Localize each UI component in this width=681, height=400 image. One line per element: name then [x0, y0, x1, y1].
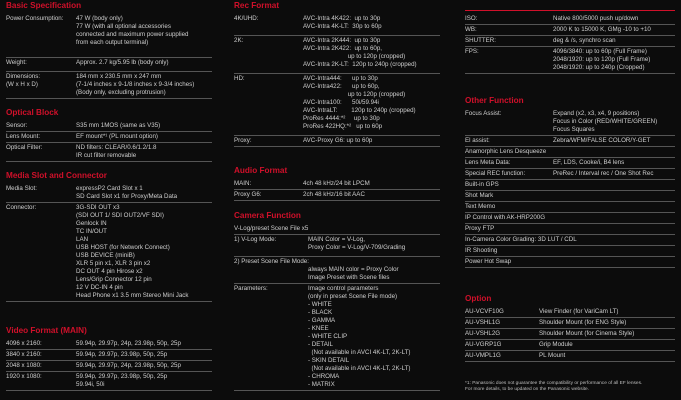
spec-label: [6, 204, 76, 300]
spec-value-line: AVC-Intra 4K422: up to 30p: [303, 15, 381, 22]
spec-label: [234, 37, 303, 69]
spec-value-line: AVC-Intra 4K-LT: 30p to 60p: [303, 23, 382, 30]
spec-value-line: LAN: [76, 236, 89, 243]
table-basic: [6, 14, 212, 99]
spec-value: [553, 26, 675, 34]
spec-row: [465, 307, 675, 318]
spec-row: [465, 246, 675, 257]
spec-label-text: Shot Mark: [465, 192, 494, 199]
spec-label-text: ISO:: [465, 15, 478, 22]
spec-value-line: 47 W (body only): [76, 15, 123, 22]
spec-value: [545, 214, 675, 222]
spec-label-text: Built-in GPS: [465, 181, 499, 188]
spec-row: [234, 235, 440, 257]
spec-value-line: Grip Module: [539, 341, 573, 348]
spec-label: [6, 340, 76, 348]
spec-value-line: (SDI OUT 1/ SDI OUT2/VF SDI): [76, 212, 164, 219]
spec-label: [6, 122, 76, 130]
footnote-line: *1: Panasonic does not guarantee the compatibility or performance of all EF lenses.: [465, 381, 643, 386]
spec-value: [553, 110, 675, 134]
spec-value: [497, 247, 675, 255]
spec-label-text: Parameters:: [234, 285, 268, 292]
spec-label-text: AU-VSHL2G: [465, 330, 501, 337]
spec-value-line: 2ch 48 kHz/16 bit AAC: [303, 191, 365, 198]
spec-label-text: Power Hot Swap: [465, 258, 512, 265]
spec-label-text: 1920 x 1080:: [6, 373, 42, 380]
spec-value-line: 184 mm x 230.5 mm x 247 mm: [76, 73, 162, 80]
spec-label-text: 2K:: [234, 37, 244, 44]
spec-label: [465, 181, 499, 189]
spec-value-line: (Body only, excluding protrusion): [76, 89, 166, 96]
spec-row: [234, 136, 440, 147]
table-audio: [234, 179, 440, 201]
spec-row: [234, 224, 440, 235]
spec-value-line: Shoulder Mount (for Cinema Style): [539, 330, 635, 337]
table-settings: [465, 14, 675, 74]
spec-label-text: (W x H x D): [6, 81, 38, 88]
spec-label: [234, 191, 303, 199]
spec-value-line: AVC-Intra 2K-LT: 120p to 240p (cropped): [303, 61, 417, 68]
spec-label: [234, 15, 303, 31]
spec-row: [465, 14, 675, 25]
spec-value-line: IR cut filter removable: [76, 152, 137, 159]
spec-value-line: PL Mount: [539, 352, 566, 359]
spec-label: [234, 258, 308, 282]
spec-value: [539, 308, 675, 316]
spec-label: [465, 203, 495, 211]
spec-value-line: connected and maximum power supplied: [76, 31, 189, 38]
spec-value-line: always MAIN color = Proxy Color: [308, 266, 399, 273]
spec-value-line: [308, 258, 440, 266]
spec-value-line: - SKIN DETAIL: [308, 357, 350, 364]
spec-row: [465, 235, 675, 246]
spec-row: [6, 361, 212, 372]
spec-value: [303, 15, 440, 31]
spec-value-line: Approx. 2.7 kg/5.95 lb (body only): [76, 59, 169, 66]
spec-label-text: Proxy FTP: [465, 225, 495, 232]
spec-row: [234, 190, 440, 201]
spec-value-line: Focus in Color (RED/WHITE/GREEN): [553, 118, 658, 125]
spec-label-text: Optical Filter:: [6, 144, 43, 151]
spec-value: [553, 48, 675, 72]
spec-label: [465, 110, 553, 134]
spec-label: [234, 285, 308, 389]
spec-value-line: - GAMMA: [308, 317, 336, 324]
spec-label: [465, 159, 553, 167]
spec-label: [465, 330, 539, 338]
spec-label: [234, 75, 303, 131]
table-optical: [6, 121, 212, 162]
spec-label-text: In-Camera Color Grading: 3D LUT / CDL: [465, 236, 577, 243]
spec-label: [6, 73, 76, 97]
spec-label-text: HD:: [234, 75, 245, 82]
spec-value-line: Image control parameters: [308, 285, 379, 292]
spec-row: [6, 372, 212, 391]
spec-row: [465, 257, 675, 268]
spec-label-text: Text Memo: [465, 203, 496, 210]
spec-row: [465, 180, 675, 191]
spec-value: [76, 351, 212, 359]
spec-row: [465, 47, 675, 74]
spec-row: [465, 202, 675, 213]
spec-value-line: Genlock IN: [76, 220, 107, 227]
spec-row: [465, 213, 675, 224]
spec-value-line: ND filters: CLEAR/0.6/1.2/1.8: [76, 144, 157, 151]
spec-label: [6, 351, 76, 359]
spec-row: [234, 179, 440, 190]
footnotes: [465, 381, 679, 393]
spec-row: [6, 184, 212, 203]
spec-row: [465, 351, 675, 362]
section-title-option: Option: [465, 294, 492, 303]
spec-value-line: - DETAIL: [308, 341, 333, 348]
spec-row: [465, 224, 675, 235]
spec-value-line: Lens/Grip Connector 12 pin: [76, 276, 152, 283]
spec-value-line: ProRes 4444:*² up to 30p: [303, 115, 380, 122]
spec-label: [234, 180, 303, 188]
spec-label-text: MAIN:: [234, 180, 252, 187]
spec-value-line: (Not available in AVCI 4K-LT, 2K-LT): [308, 365, 411, 372]
spec-value-line: AVC-Proxy G6: up to 60p: [303, 137, 373, 144]
spec-value-line: Shoulder Mount (for ENG Style): [539, 319, 627, 326]
spec-value-line: AVC-Intra422: up to 60p,: [303, 83, 380, 90]
spec-label-text: 3840 x 2160:: [6, 351, 42, 358]
spec-value-line: up to 120p (cropped): [303, 53, 406, 60]
spec-label-text: Lens Mount:: [6, 133, 41, 140]
spec-label-text: V-Log/preset Scene File x5: [234, 225, 309, 232]
spec-label: [465, 48, 553, 72]
spec-label-text: SHUTTER:: [465, 37, 496, 44]
spec-value-line: Image Preset with Scene files: [308, 274, 390, 281]
spec-value-line: 4096/3840: up to 60p (Full Frame): [553, 48, 647, 55]
spec-label: [6, 373, 76, 389]
spec-value-line: AVC-Intra100: 50i/59.94i: [303, 99, 379, 106]
spec-row: [6, 339, 212, 350]
spec-value: [308, 258, 440, 282]
spec-value-line: 59.94p, 29.97p, 24p, 23.98p, 50p, 25p: [76, 340, 181, 347]
spec-label-text: 2048 x 1080:: [6, 362, 42, 369]
spec-value: [499, 181, 675, 189]
spec-label: [6, 133, 76, 141]
spec-value-line: SD Card Slot x1 for Proxy/Meta Data: [76, 193, 178, 200]
spec-value: [76, 185, 212, 201]
spec-label-text: Dimensions:: [6, 73, 41, 80]
spec-value-line: - MATRIX: [308, 381, 335, 388]
section-title-basic: Basic Specification: [6, 1, 82, 10]
spec-value-line: up to 120p (cropped): [303, 91, 406, 98]
spec-value: [577, 236, 675, 244]
spec-row: [6, 58, 212, 72]
spec-row: [6, 350, 212, 361]
spec-value: [308, 236, 440, 252]
spec-value-line: TC IN/OUT: [76, 228, 107, 235]
spec-value: [539, 330, 675, 338]
section-title-media: Media Slot and Connector: [6, 171, 107, 180]
spec-row: [6, 14, 212, 58]
spec-label: [465, 15, 553, 23]
spec-value: [76, 15, 212, 47]
spec-row: [234, 14, 440, 36]
spec-row: [6, 72, 212, 99]
spec-value: [539, 352, 675, 360]
spec-value-line: 59.94i, 50i: [76, 381, 105, 388]
spec-value-line: 4ch 48 kHz/24 bit LPCM: [303, 180, 370, 187]
spec-label: [465, 148, 546, 156]
spec-value: [308, 225, 440, 233]
spec-label-text: WB:: [465, 26, 477, 33]
spec-label-text: 1) V-Log Mode:: [234, 236, 277, 243]
table-video: [6, 339, 212, 391]
spec-label: [234, 137, 303, 145]
spec-value: [303, 180, 440, 188]
spec-value: [553, 159, 675, 167]
spec-value: [493, 192, 675, 200]
spec-row: [6, 132, 212, 143]
spec-value-line: (7-1/4 inches x 9-1/8 inches x 9-3/4 inches): [76, 81, 195, 88]
section-title-audio: Audio Format: [234, 166, 288, 175]
spec-value-line: 59.94p, 29.97p, 23.98p, 50p, 25p: [76, 351, 168, 358]
spec-value: [303, 37, 440, 69]
spec-value: [76, 362, 212, 370]
spec-value-line: - BLACK: [308, 309, 333, 316]
section-title-camera: Camera Function: [234, 211, 301, 220]
spec-value: [303, 191, 440, 199]
spec-label: [465, 225, 494, 233]
spec-label: [465, 258, 511, 266]
spec-label: [465, 341, 539, 349]
spec-label-text: Special REC function:: [465, 170, 526, 177]
spec-value-line: AVC-Intra444: up to 30p: [303, 75, 378, 82]
spec-label-text: Media Slot:: [6, 185, 37, 192]
spec-value: [511, 258, 675, 266]
spec-label-text: Focus Assist:: [465, 110, 502, 117]
spec-label: [6, 59, 76, 67]
spec-label-text: Proxy:: [234, 137, 252, 144]
spec-value: [539, 319, 675, 327]
section-title-other: Other Function: [465, 96, 524, 105]
spec-value-line: EF, LDS, Cooke/i, B4 lens: [553, 159, 625, 166]
spec-value-line: Native 800/5000 push up/down: [553, 15, 639, 22]
spec-label-text: Proxy G6:: [234, 191, 262, 198]
spec-value: [553, 170, 675, 178]
spec-value-line: XLR 5 pin x1, XLR 3 pin x2: [76, 260, 151, 267]
spec-value-line: View Finder (for VariCam LT): [539, 308, 619, 315]
spec-label-text: IR Shooting: [465, 247, 498, 254]
spec-row: [465, 329, 675, 340]
spec-label: [465, 170, 553, 178]
spec-value-line: EF mount*¹ (PL mount option): [76, 133, 158, 140]
spec-value: [76, 373, 212, 389]
spec-row: [234, 74, 440, 136]
spec-value-line: expressP2 Card Slot x 1: [76, 185, 143, 192]
spec-value-line: 2048/1920: up to 120p (Full Frame): [553, 56, 651, 63]
spec-value-line: - WHITE: [308, 301, 332, 308]
spec-value-line: Proxy Color = V-Log/V-709/Grading: [308, 244, 406, 251]
spec-value-line: MAIN Color = V-Log,: [308, 236, 365, 243]
spec-label-text: 4K/UHD:: [234, 15, 259, 22]
spec-value-line: 77 W (with all optional accessories: [76, 23, 171, 30]
spec-value-line: Head Phone x1 3.5 mm Stereo Mini Jack: [76, 292, 189, 299]
spec-value-line: 3G-SDI OUT x3: [76, 204, 120, 211]
spec-value-line: from each output terminal): [76, 39, 149, 46]
spec-value-line: 59.94p, 29.97p, 23.98p, 50p, 25p: [76, 373, 168, 380]
spec-row: [6, 121, 212, 132]
spec-label-text: Connector:: [6, 204, 37, 211]
spec-value-line: 2000 K to 15000 K, GMg -10 to +10: [553, 26, 651, 33]
spec-row: [465, 109, 675, 136]
spec-label: [465, 214, 545, 222]
spec-value-line: 12 V DC-IN 4 pin: [76, 284, 123, 291]
spec-label: [465, 26, 553, 34]
table-other: [465, 109, 675, 268]
spec-label-text: Power Consumption:: [6, 15, 64, 22]
spec-value-line: (only in preset Scene File mode): [308, 293, 398, 300]
spec-row: [465, 191, 675, 202]
spec-value: [76, 73, 212, 97]
spec-value-line: PreRec / Interval rec / One Shot Rec: [553, 170, 654, 177]
spec-row: [465, 136, 675, 147]
spec-row: [234, 257, 440, 284]
spec-value-line: Expand (x2, x3, x4, 9 positions): [553, 110, 640, 117]
spec-value: [553, 37, 675, 45]
spec-row: [234, 284, 440, 391]
footnote-line: For more details, to be updated on the Panasonic website.: [465, 387, 589, 392]
top-rule: [465, 10, 675, 11]
spec-value-line: AVC-Intra 2K422: up to 60p,: [303, 45, 382, 52]
spec-label-text: Anamorphic Lens Desqueeze: [465, 148, 547, 155]
spec-label: [465, 352, 539, 360]
spec-label-text: El assist:: [465, 137, 490, 144]
spec-label-text: 2) Preset Scene File Mode:: [234, 258, 309, 265]
spec-label: [234, 225, 308, 233]
spec-label: [465, 192, 493, 200]
spec-value-line: AVC-Intra 2K444: up to 30p: [303, 37, 381, 44]
spec-label: [465, 308, 539, 316]
spec-value: [303, 75, 440, 131]
spec-value-line: - KNEE: [308, 325, 329, 332]
spec-value-line: (Not available in AVCI 4K-LT, 2K-LT): [308, 349, 411, 356]
spec-label: [6, 144, 76, 160]
spec-row: [6, 143, 212, 162]
spec-row: [465, 318, 675, 329]
spec-value: [539, 341, 675, 349]
spec-row: [234, 36, 440, 74]
table-option: [465, 307, 675, 362]
table-rec: [234, 14, 440, 147]
spec-value-line: 2048/1920: up to 240p (Cropped): [553, 64, 645, 71]
spec-value: [495, 203, 675, 211]
spec-label: [6, 362, 76, 370]
spec-value-line: ProRes 422HQ:*² up to 60p: [303, 123, 383, 130]
spec-value: [546, 148, 675, 156]
section-title-rec: Rec Format: [234, 1, 280, 10]
spec-row: [465, 340, 675, 351]
spec-value: [76, 122, 212, 130]
spec-label: [6, 185, 76, 201]
spec-label-text: Sensor:: [6, 122, 28, 129]
spec-value-line: 59.94p, 29.97p, 24p, 23.98p, 50p, 25p: [76, 362, 181, 369]
spec-value-line: AVC-IntraLT: 120p to 240p (cropped): [303, 107, 416, 114]
spec-row: [465, 25, 675, 36]
spec-label: [465, 236, 577, 244]
spec-label-text: FPS:: [465, 48, 479, 55]
spec-label-text: AU-VCVF10G: [465, 308, 504, 315]
table-media: [6, 184, 212, 302]
spec-label: [234, 236, 308, 252]
spec-value: [76, 340, 212, 348]
spec-value: [303, 137, 440, 145]
spec-label-text: AU-VGRP1G: [465, 341, 502, 348]
spec-value-line: Zebra/WFM/FALSE COLOR/Y-GET: [553, 137, 651, 144]
table-camera: [234, 224, 440, 391]
spec-value: [76, 144, 212, 160]
spec-label-text: Weight:: [6, 59, 27, 66]
spec-label-text: 4096 x 2160:: [6, 340, 42, 347]
spec-label-text: Lens Meta Data:: [465, 159, 511, 166]
spec-row: [465, 36, 675, 47]
spec-value: [553, 137, 675, 145]
spec-value: [494, 225, 675, 233]
spec-label-text: AU-VMPL1G: [465, 352, 501, 359]
spec-label-text: AU-VSHL1G: [465, 319, 501, 326]
spec-value-line: - CHROMA: [308, 373, 340, 380]
section-title-optical: Optical Block: [6, 108, 59, 117]
spec-label: [465, 319, 539, 327]
spec-value: [76, 204, 212, 300]
spec-value: [76, 59, 212, 67]
spec-value-line: - WHITE CLIP: [308, 333, 348, 340]
spec-label-text: IP Control with AK-HRP200G: [465, 214, 546, 221]
spec-label: [6, 15, 76, 47]
spec-value: [76, 133, 212, 141]
spec-value-line: USB HOST (for Network Connect): [76, 244, 170, 251]
spec-value-line: Focus Squares: [553, 126, 595, 133]
section-title-video: Video Format (MAIN): [6, 326, 87, 335]
spec-value-line: S35 mm 1MOS (same as V35): [76, 122, 161, 129]
spec-value-line: DC OUT 4 pin Hirose x2: [76, 268, 143, 275]
spec-row: [465, 169, 675, 180]
spec-label: [465, 37, 553, 45]
spec-row: [465, 147, 675, 158]
spec-label: [465, 247, 497, 255]
spec-row: [6, 203, 212, 302]
spec-value: [308, 285, 440, 389]
spec-row: [465, 158, 675, 169]
spec-value-line: deg & /s, synchro scan: [553, 37, 616, 44]
spec-value: [553, 15, 675, 23]
spec-label: [465, 137, 553, 145]
spec-value-line: USB DEVICE (miniB): [76, 252, 135, 259]
